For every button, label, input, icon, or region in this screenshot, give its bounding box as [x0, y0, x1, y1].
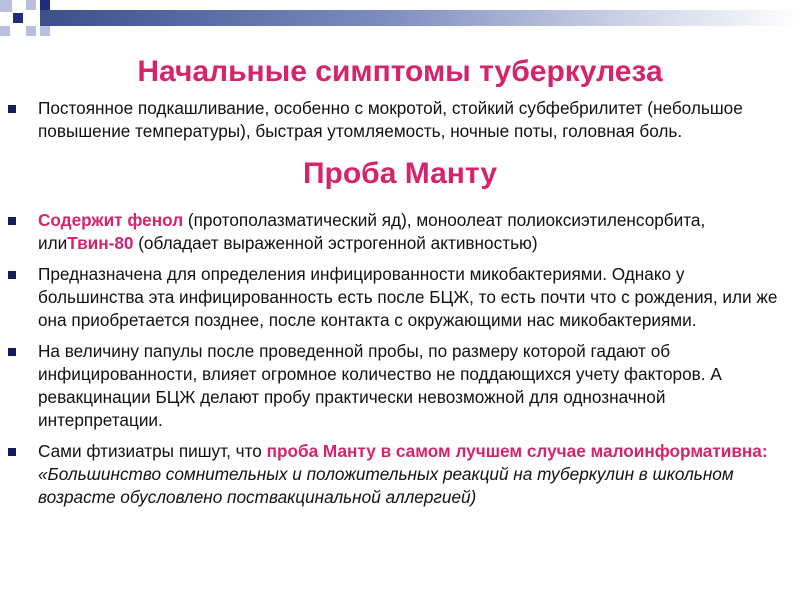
- symptoms-list: [0, 97, 790, 151]
- item-text: На величину папулы после проведенной пробы, по размеру которой гадают об инфицированности, влияет огромное количество не поддающихся учету факторов. А ревакцинации БЦЖ делают пробу практически невозможной для однозначной интерпретации.: [38, 341, 722, 430]
- header-square: [0, 26, 10, 36]
- bullet-square-icon: [8, 105, 16, 113]
- highlight-uninformative: проба Манту в самом лучшем случае малоинформативна:: [266, 441, 768, 461]
- item-text: (обладает выраженной эстрогенной активностью): [133, 233, 538, 253]
- quote-text: «Большинство сомнительных и положительных реакций на туберкулин в школьном возрасте обусловлено поствакцинальной аллергией): [38, 464, 734, 507]
- bullet-square-icon: [8, 348, 16, 356]
- mantoux-list: [0, 209, 790, 517]
- bullet-square-icon: [8, 448, 16, 456]
- header-decoration: [0, 0, 800, 48]
- bullet-square-icon: [8, 271, 16, 279]
- list-item: [0, 340, 790, 432]
- header-square: [40, 26, 50, 36]
- header-square: [40, 0, 50, 10]
- title-mantoux: Проба Манту: [302, 157, 498, 190]
- list-item: [0, 263, 790, 332]
- item-text: (протополазматический яд), моноолеат полиоксиэтиленсорбита, или: [38, 210, 706, 253]
- list-item: [0, 440, 790, 509]
- bullet-square-icon: [8, 217, 16, 225]
- list-item: [0, 209, 790, 255]
- header-square: [0, 0, 12, 12]
- symptoms-text: Постоянное подкашливание, особенно с мокротой, стойкий субфебрилитет (небольшое повышение температуры), быстрая утомляемость, ночные поты, головная боль.: [38, 98, 743, 141]
- item-text: Предназначена для определения инфицированности микобактериями. Однако у большинства эта инфицированность есть после БЦЖ, то есть почти что с рождения, или же она приобретается позднее, после контакта с окружающими нас микобактериями.: [38, 264, 778, 330]
- header-square: [26, 26, 36, 36]
- item-text: Сами фтизиатры пишут, что: [38, 441, 267, 461]
- list-item: [0, 97, 790, 143]
- highlight-phenol: Содержит фенол: [38, 210, 184, 230]
- header-square: [13, 13, 23, 23]
- header-square: [26, 0, 36, 10]
- highlight-tween: Твин-80: [67, 233, 134, 253]
- header-gradient-bar: [40, 10, 800, 26]
- title-symptoms: Начальные симптомы туберкулеза: [137, 55, 663, 88]
